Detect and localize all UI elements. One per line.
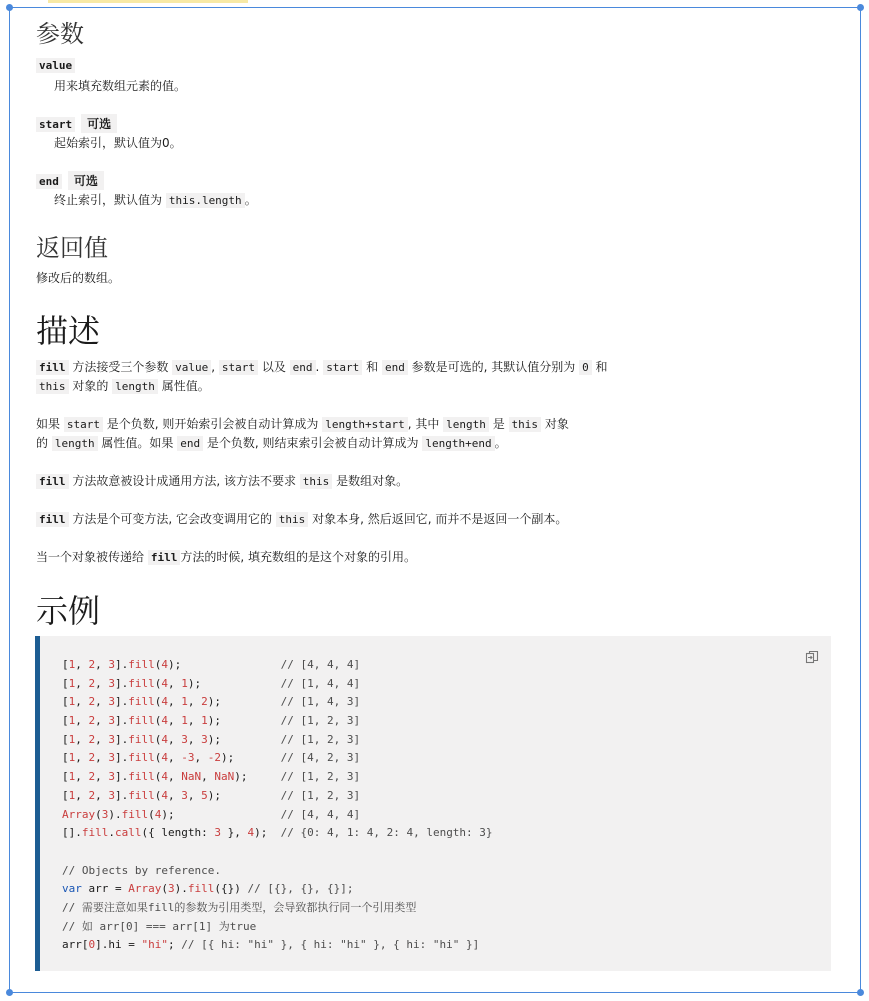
code-token: 3 [108,770,115,784]
params-heading: 参数 [36,20,84,48]
description-heading: 描述 [36,312,101,350]
code-line [62,862,493,881]
code-token: 4 [161,676,168,690]
code-token: : [201,826,215,840]
code-token: ); [207,714,281,728]
code-token: 2 [201,695,208,709]
code-token: 4 [161,658,168,671]
code-token: fill [128,676,155,690]
code-token: 4 [161,695,168,709]
inline-code: fill [36,474,69,489]
code-token: , [187,714,202,728]
desc-paragraph-1 [36,358,608,396]
code-token: [ [62,770,69,784]
code-token: [ [62,751,69,765]
code-token: arr[ [62,938,89,952]
inline-code: 0 [579,360,592,375]
code-token [62,845,69,858]
code-token: 3 [108,788,115,802]
inline-code: start [219,360,258,375]
code-token: [ [62,676,69,690]
inline-code: length [443,417,489,432]
text: 方法接受三个参数 [68,360,173,374]
inline-code: fill [36,512,69,527]
code-token: fill [121,807,149,821]
code-line [62,656,493,675]
text: 是数组对象。 [332,474,409,488]
code-token: 2 [88,676,96,690]
param-name: end [36,174,62,189]
inline-code: start [323,360,362,375]
code-token: 4 [161,788,168,802]
text: , 其中 [407,417,444,431]
copy-icon[interactable] [805,650,819,664]
code-token: 2 [88,770,96,784]
code-line [62,787,493,806]
code-lines [62,656,493,955]
code-token: fill [128,714,155,728]
inline-code: fill [36,360,69,375]
code-token: // [4, 4, 4] [280,658,361,671]
code-token: 2 [88,714,96,728]
code-token: arr = [81,882,129,896]
code-token: , [95,676,109,690]
code-token: 3 [181,788,188,802]
code-token: 2 [88,658,96,671]
param-term-start [36,114,117,133]
code-token: ); [187,676,281,690]
code-token: ( [161,882,168,896]
examples-heading: 示例 [36,592,101,630]
code-token: , [187,788,202,802]
text: 方法的时候, 填充数组的是这个对象的引用。 [180,550,416,564]
code-token: 1 [68,658,76,671]
code-token: -3 [181,751,195,765]
code-line [62,712,493,731]
code-token: fill [128,770,155,784]
code-token: // [1, 4, 4] [280,676,361,690]
code-token: // [4, 4, 4] [280,807,361,821]
param-desc-text: 起始索引，默认值为0。 [54,136,182,150]
code-token: // [1, 2, 3] [280,714,361,728]
inline-code: end [382,360,408,375]
inline-code: this [509,417,542,432]
code-token: ]. [115,788,129,802]
param-desc-text: 用来填充数组元素的值。 [54,79,187,93]
code-token: 3 [108,658,115,671]
code-token: ( [154,714,162,728]
code-token: 1 [181,676,188,690]
param-desc-value [54,77,186,94]
param-name: start [36,117,75,132]
text: 方法故意被设计成通用方法, 该方法不要求 [68,474,300,488]
inline-code: this [300,474,333,489]
inline-code: this [36,379,69,394]
returns-heading: 返回值 [36,234,108,262]
code-line [62,806,493,825]
code-token: fill [128,658,155,671]
code-token: Array [128,882,162,896]
desc-paragraph-3 [36,472,408,491]
text: 当一个对象被传递给 [36,550,148,564]
code-token: length [161,826,202,840]
code-token: , [187,695,202,709]
code-token: , [95,658,109,671]
code-token: 5 [201,788,208,802]
code-token: 2 [88,695,96,709]
code-token: , [75,676,89,690]
code-token: , [95,751,109,765]
text: 和 [362,360,382,374]
code-token: []. [62,826,82,840]
optional-badge: 可选 [68,171,104,190]
code-token: 1 [201,714,208,728]
code-token: , [95,714,109,728]
code-token: // 如 arr[0] === arr[1] 为true [62,919,257,933]
code-token: 3 [101,807,109,821]
text: 对象 [541,417,569,431]
code-token: ; [167,938,182,952]
code-token: , [168,788,182,802]
code-token: ( [154,676,162,690]
code-token: fill [128,732,155,746]
code-token: 3 [108,676,115,690]
code-token: ( [154,732,162,746]
code-token: // [1, 4, 3] [280,695,361,709]
code-token: -2 [207,751,221,765]
code-token: 1 [181,695,188,709]
code-token: , [95,695,109,709]
param-name: value [36,58,75,73]
code-token: , [75,770,89,784]
inline-code: this.length [166,193,245,208]
text: 和 [591,360,608,374]
code-example-block [35,636,831,971]
code-token: // 需要注意如果fill的参数为引用类型，会导致都执行同一个引用类型 [62,900,417,914]
text: 属性值。 [157,379,210,393]
code-token: 3 [108,732,115,746]
param-desc-start [54,134,182,151]
code-line [62,749,493,768]
code-token: [ [62,658,69,671]
code-token: 1 [68,788,76,802]
text: 对象本身, 然后返回它, 而并不是返回一个副本。 [308,512,568,526]
code-token: ({}) [214,882,248,896]
code-token: ); [161,807,281,821]
code-token: ( [154,695,162,709]
code-token: , [168,770,182,784]
code-token: , [187,732,202,746]
desc-paragraph-5 [36,548,416,567]
param-desc-text: 终止索引，默认值为 [54,193,166,207]
code-token: // [4, 2, 3] [280,751,361,765]
code-token: 1 [68,695,76,709]
code-token: , [75,788,89,802]
code-token: 0 [88,938,96,952]
code-token: 3 [181,732,188,746]
code-token: ( [154,788,162,802]
code-token: ( [154,658,162,671]
code-line [62,936,493,955]
code-token: ( [154,770,162,784]
text: 的 [36,436,52,450]
code-token: NaN [181,770,202,784]
resize-handle-top-left[interactable] [6,4,13,11]
code-token: // [1, 2, 3] [280,770,361,784]
code-line [62,843,493,862]
code-line [62,731,493,750]
code-token: 1 [68,714,76,728]
code-token: Array [62,807,96,821]
code-token: ]. [115,695,129,709]
param-term-value [36,58,75,72]
code-line [62,675,493,694]
inline-code: end [177,436,203,451]
code-token: [ [62,695,69,709]
code-token: [ [62,714,69,728]
code-token: fill [128,788,155,802]
code-token: ]. [115,751,129,765]
desc-paragraph-4 [36,510,567,529]
code-token: fill [128,695,155,709]
inline-code: length+end [422,436,494,451]
code-token: ( [95,807,102,821]
text: 对象的 [68,379,113,393]
code-token: // [1, 2, 3] [280,788,361,802]
code-token: 3 [201,732,208,746]
code-token: 1 [68,770,76,784]
code-token: , [168,751,182,765]
code-token: , [75,714,89,728]
code-token: 1 [68,732,76,746]
code-token: // {0: 4, 1: 4, 2: 4, length: 3} [280,826,493,840]
code-token: [ [62,788,69,802]
code-token: , [201,770,215,784]
code-token: 3 [108,714,115,728]
code-token: // Objects by reference. [62,863,221,877]
code-token: fill [128,751,155,765]
code-token: , [194,751,208,765]
code-token: ); [221,751,281,765]
code-token: 4 [247,826,255,840]
code-token: ( [154,751,162,765]
code-token: 4 [161,732,168,746]
resize-handle-bottom-right[interactable] [857,989,864,996]
code-token: , [168,695,182,709]
code-token: 1 [68,676,76,690]
inline-code: length [112,379,158,394]
code-token: 1 [181,714,188,728]
code-token: 3 [108,695,115,709]
code-token: , [75,695,89,709]
inline-code: length+start [322,417,407,432]
code-token: // [{}, {}, {}]; [247,882,354,896]
code-token: , [168,676,182,690]
param-term-end [36,171,104,190]
code-token: // [1, 2, 3] [280,732,361,746]
param-desc-end [54,191,257,208]
code-token: call [115,826,142,840]
code-token: fill [187,882,215,896]
text: 。 [494,436,507,450]
code-token: NaN [214,770,235,784]
code-token: ); [168,658,281,671]
code-token: , [95,732,109,746]
code-token: ]. [115,714,129,728]
code-line [62,899,493,918]
code-token: 4 [161,751,168,765]
inline-code: fill [148,550,181,565]
code-token: // [{ hi: "hi" }, { hi: "hi" }, { hi: "hi" }] [181,938,480,952]
inline-code: length [52,436,98,451]
code-token: }, [221,826,248,840]
text: 属性值。如果 [97,436,178,450]
returns-text: 修改后的数组。 [36,271,121,285]
code-token: "hi" [141,938,168,952]
optional-badge: 可选 [81,114,117,133]
code-token: ].hi = [95,938,142,952]
previous-content-highlight [48,0,248,3]
code-token: ( [148,807,155,821]
code-token: [ [62,732,69,746]
desc-paragraph-2 [36,415,569,453]
code-token: , [95,770,109,784]
text: , [211,360,219,374]
code-token: 3 [108,751,115,765]
code-token: 3 [167,882,175,896]
text: 是 [488,417,509,431]
text: 以及 [258,360,290,374]
code-token: , [168,714,182,728]
param-desc-text: 。 [244,193,257,207]
code-token: , [75,732,89,746]
code-line [62,880,493,899]
code-token: . [108,826,115,840]
inline-code: this [276,512,309,527]
code-token: ). [174,882,188,896]
code-token: ). [108,807,122,821]
text: 方法是个可变方法, 它会改变调用它的 [68,512,276,526]
resize-handle-top-right[interactable] [857,4,864,11]
code-token: , [75,751,89,765]
code-token: 4 [161,770,168,784]
code-token: 4 [154,807,162,821]
resize-handle-bottom-left[interactable] [6,989,13,996]
text: 是个负数, 则结束索引会被自动计算成为 [203,436,423,450]
code-line [62,824,493,843]
code-line [62,693,493,712]
code-token: ]. [115,732,129,746]
code-token: ); [254,826,281,840]
code-line [62,768,493,787]
code-line [62,918,493,937]
code-token: var [62,882,82,896]
code-token: 3 [214,826,221,840]
inline-code: end [290,360,316,375]
code-token: ({ [141,826,162,840]
code-token: , [95,788,109,802]
code-token: ); [207,788,281,802]
code-token: 2 [88,751,96,765]
text: 参数是可选的, 其默认值分别为 [407,360,580,374]
text: . [315,360,324,374]
inline-code: value [172,360,211,375]
code-token: 1 [68,751,76,765]
code-token: ); [207,695,281,709]
text: 是个负数, 则开始索引会被自动计算成为 [102,417,323,431]
code-token: ); [207,732,281,746]
code-token: ); [234,770,281,784]
code-token: 2 [88,732,96,746]
inline-code: start [64,417,103,432]
text: 如果 [36,417,64,431]
code-token: , [75,658,89,671]
code-token: 4 [161,714,168,728]
code-token: ]. [115,770,129,784]
code-token: ]. [115,676,129,690]
code-token: , [168,732,182,746]
code-token: fill [81,826,109,840]
code-token: ]. [115,658,129,671]
code-token: 2 [88,788,96,802]
